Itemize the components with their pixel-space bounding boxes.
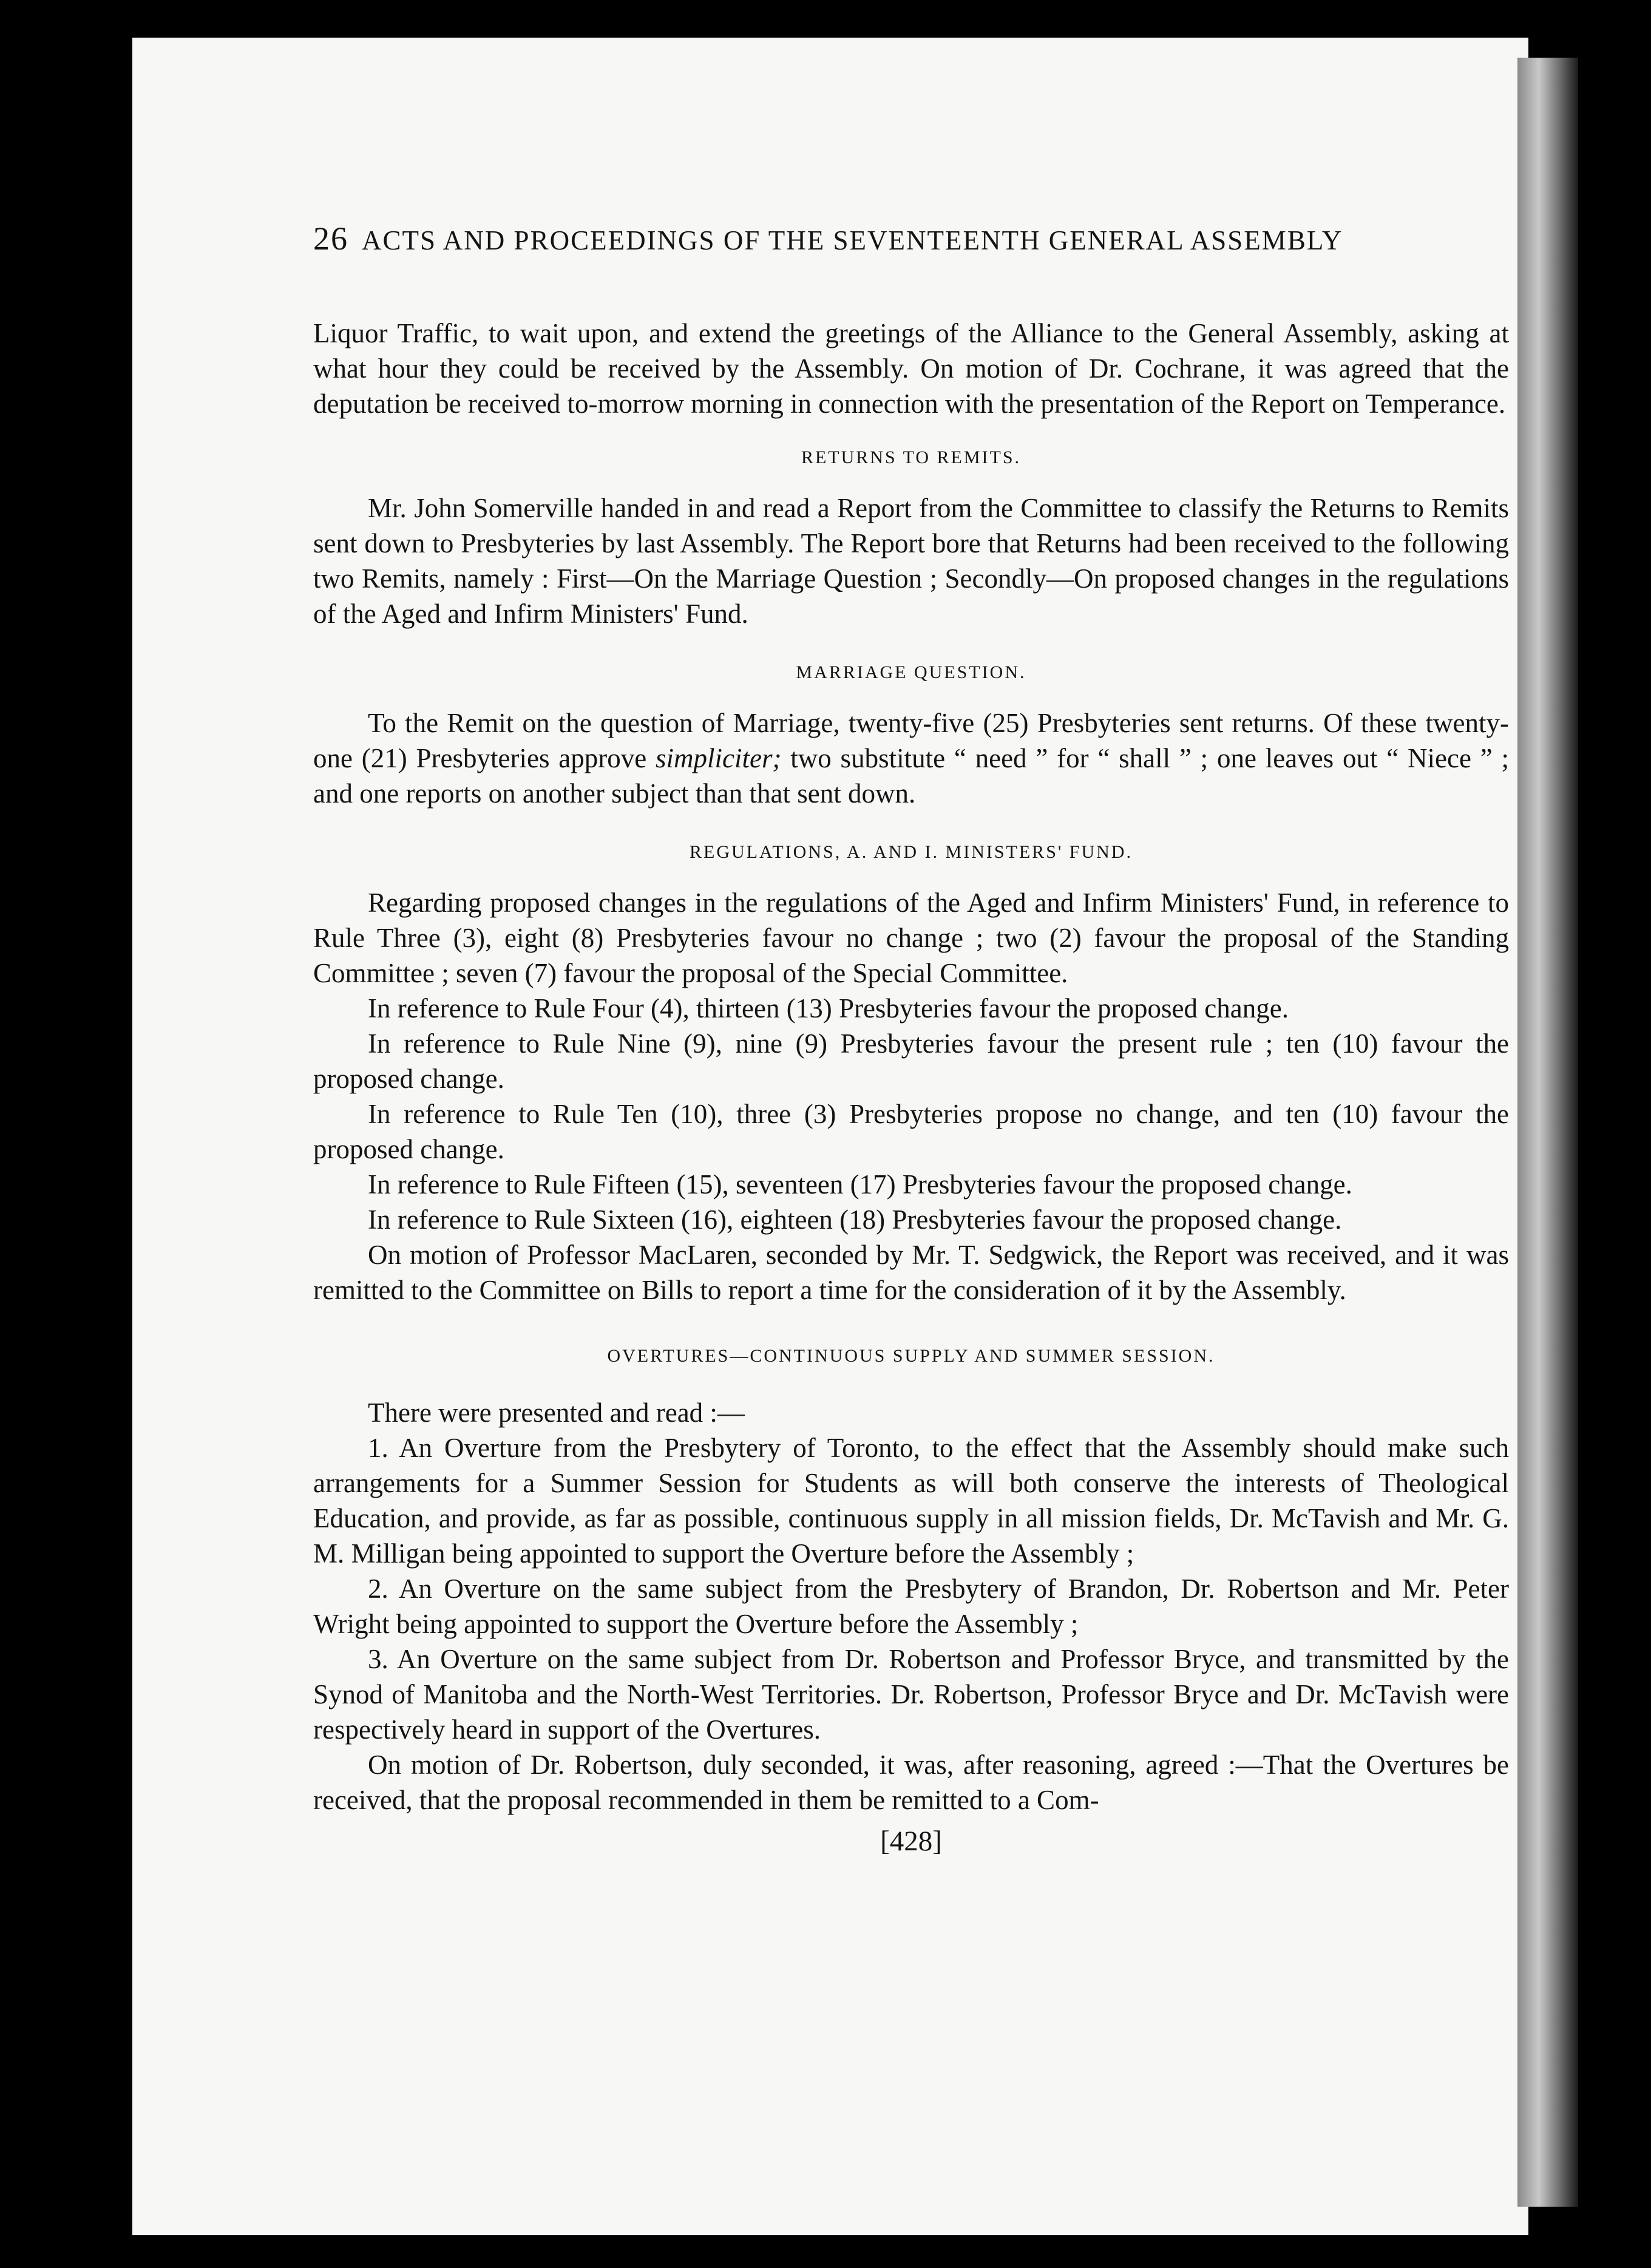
folio: [428] xyxy=(880,1825,942,1857)
running-head xyxy=(313,220,1509,257)
overtures-intro: There were presented and read :— xyxy=(368,1397,745,1428)
overture-3: 3. An Overture on the same subject from Dr. Robertson and Professor Bryce, and transmitted by the Synod of Manitoba and the North-West Territories. Dr. Robertson, Professor Bryce and Dr. McTavish were respectively heard in support of the Overtures. xyxy=(313,1644,1509,1745)
overture-1: 1. An Overture from the Presbytery of Toronto, to the effect that the Assembly should make such arrangements for a Summer Session for Students as will both conserve the interests of Theological Education, and provide, as far as possible, continuous supply in all mission fields, Dr. McTavish and Mr. G. M. Milligan being appointed to support the Overture before the Assembly ; xyxy=(313,1433,1509,1569)
page-number: 26 xyxy=(313,220,348,257)
rule-sixteen-paragraph: In reference to Rule Sixteen (16), eighteen (18) Presbyteries favour the proposed change. xyxy=(368,1204,1342,1235)
marriage-text-b: two substitute “ need ” for “ shall ” ; one leaves out “ Niece ” ; and one reports on another subject than that sent down. xyxy=(313,743,1510,809)
heading-overtures: OVERTURES—CONTINUOUS SUPPLY AND SUMMER SESSION. xyxy=(607,1346,1215,1366)
marriage-emphasis: simpliciter; xyxy=(656,743,782,773)
marriage-paragraph xyxy=(313,705,1509,811)
rule-nine-paragraph: In reference to Rule Nine (9), nine (9) Presbyteries favour the present rule ; ten (10) favour the proposed change. xyxy=(313,1028,1509,1094)
rule-four-paragraph: In reference to Rule Four (4), thirteen (13) Presbyteries favour the proposed change. xyxy=(368,993,1289,1024)
heading-marriage-question: MARRIAGE QUESTION. xyxy=(796,662,1026,682)
rule-fifteen-paragraph: In reference to Rule Fifteen (15), seventeen (17) Presbyteries favour the proposed change. xyxy=(368,1169,1352,1200)
overture-2: 2. An Overture on the same subject from the Presbytery of Brandon, Dr. Robertson and Mr. Peter Wright being appointed to support the Overture before the Assembly ; xyxy=(313,1574,1509,1639)
returns-paragraph: Mr. John Somerville handed in and read a Report from the Committee to classify the Returns to Remits sent down to Presbyteries by last Assembly. The Report bore that Returns had been received to the following two Remits, namely : First—On the Marriage Question ; Secondly—On proposed changes in the regulations of the Aged and Infirm Ministers' Fund. xyxy=(313,493,1509,629)
heading-regulations: REGULATIONS, A. AND I. MINISTERS' FUND. xyxy=(690,842,1133,862)
intro-paragraph: Liquor Traffic, to wait upon, and extend the greetings of the Alliance to the General Assembly, asking at what hour they could be received by the Assembly. On motion of Dr. Cochrane, it was agreed that the deputation be received to-morrow morning in connection with the presentation of the Report on Temperance. xyxy=(313,318,1509,419)
marriage-text-a: To the Remit on the question of Marriage, twenty-five (25) Presbyteries sent returns. Of these twenty-one (21) Presbyteries approve xyxy=(313,708,1509,773)
regulations-paragraph: Regarding proposed changes in the regulations of the Aged and Infirm Ministers' Fund, in reference to Rule Three (3), eight (8) Presbyteries favour no change ; two (2) favour the proposal of the Standing Committee ; seven (7) favour the proposal of the Special Committee. xyxy=(313,888,1509,988)
body-text xyxy=(313,316,1509,1859)
rule-ten-paragraph: In reference to Rule Ten (10), three (3) Presbyteries propose no change, and ten (10) favour the proposed change. xyxy=(313,1099,1509,1164)
running-title: ACTS AND PROCEEDINGS OF THE SEVENTEENTH GENERAL ASSEMBLY xyxy=(362,225,1343,256)
page-content-frame xyxy=(132,38,1528,2235)
overtures-motion: On motion of Dr. Robertson, duly seconded, it was, after reasoning, agreed :—That the Overtures be received, that the proposal recommended in them be remitted to a Com- xyxy=(313,1750,1509,1815)
heading-returns-to-remits: RETURNS TO REMITS. xyxy=(801,447,1022,467)
motion-paragraph: On motion of Professor MacLaren, seconded by Mr. T. Sedgwick, the Report was received, and it was remitted to the Committee on Bills to report a time for the consideration of it by the Assembly. xyxy=(313,1240,1509,1305)
